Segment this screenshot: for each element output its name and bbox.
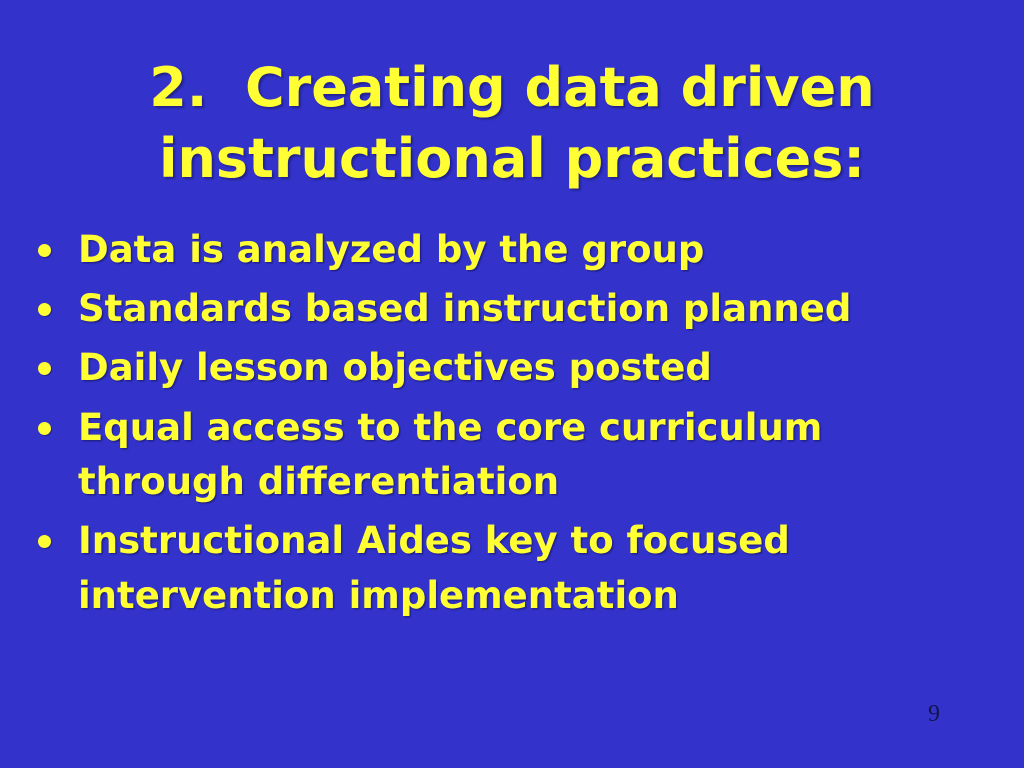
list-item (36, 341, 876, 395)
slide-title-line-1: 2. Creating data driven (149, 56, 875, 119)
slide-title (0, 0, 1024, 195)
page-number: 9 (928, 701, 940, 727)
bullet-list (36, 223, 876, 624)
list-item (36, 514, 876, 623)
bullet-text: Data is analyzed by the group (78, 227, 705, 271)
bullet-dot-icon (38, 244, 51, 257)
bullet-dot-icon (38, 535, 51, 548)
bullet-text: Instructional Aides key to focused intervention implementation (78, 519, 790, 617)
list-item (36, 282, 876, 336)
bullet-text: Standards based instruction planned (78, 286, 852, 330)
bullet-text: Daily lesson objectives posted (78, 346, 712, 390)
slide-title-line-2: instructional practices: (158, 127, 866, 191)
bullet-text: Equal access to the core curriculum through differentiation (78, 405, 823, 504)
list-item (36, 223, 876, 277)
bullet-dot-icon (38, 362, 51, 375)
bullet-dot-icon (38, 303, 51, 316)
bullet-dot-icon (38, 422, 51, 435)
list-item (36, 401, 876, 510)
